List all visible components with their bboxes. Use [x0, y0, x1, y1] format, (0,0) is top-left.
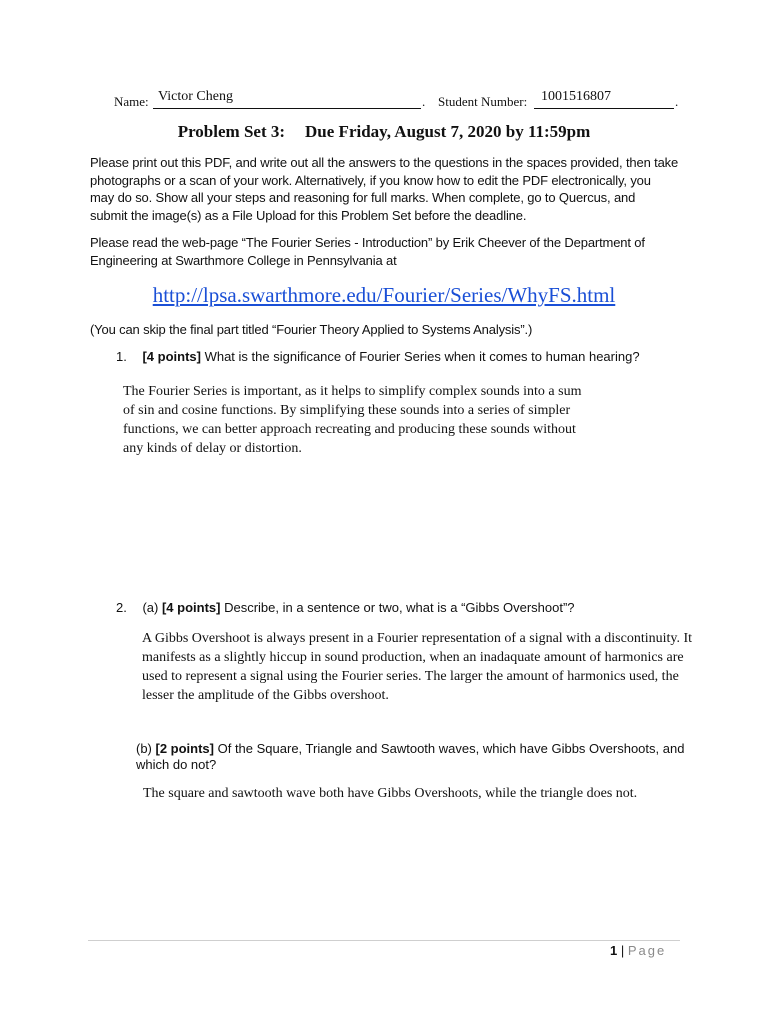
- answer-2a-line: lesser the amplitude of the Gibbs overshoot.: [142, 688, 389, 703]
- page-number: [610, 943, 666, 958]
- name-label: Name:: [114, 94, 149, 109]
- question-1-number: 1.: [116, 349, 127, 364]
- question-1-points: [4 points]: [142, 349, 201, 364]
- answer-1-line: of sin and cosine functions. By simplifying these sounds into a series of simpler: [123, 403, 571, 418]
- answer-2b: The square and sawtooth wave both have Gibbs Overshoots, while the triangle does not.: [143, 786, 638, 801]
- answer-2a-line: used to represent a signal using the Fourier series. The larger the amount of harmonics used, the: [142, 669, 679, 684]
- fourier-series-link[interactable]: http://lpsa.swarthmore.edu/Fourier/Series/WhyFS.html: [152, 283, 616, 307]
- skip-note: (You can skip the final part titled “Fourier Theory Applied to Systems Analysis”.): [90, 322, 533, 337]
- answer-1: [123, 382, 683, 458]
- instructions-line: submit the image(s) as a File Upload for this Problem Set before the deadline.: [90, 207, 527, 223]
- page-title: [0, 122, 768, 142]
- instructions-line: Please print out this PDF, and write out all the answers to the questions in the spaces provided, then take: [90, 155, 679, 170]
- instructions-line: may do so. Show all your steps and reasoning for full marks. When complete, go to Quercus, and: [90, 190, 636, 205]
- question-2a-points: [4 points]: [161, 600, 221, 615]
- reading-line: Please read the web-page “The Fourier Series - Introduction” by Erik Cheever of the Department of: [90, 235, 645, 250]
- footer-divider: [88, 940, 680, 941]
- title-due-date: Due Friday, August 7, 2020 by 11:59pm: [305, 122, 591, 141]
- question-2b-points: [2 points]: [155, 741, 214, 756]
- answer-1-line: functions, we can better approach recreating and producing these sounds without: [123, 422, 576, 437]
- name-value: Victor Cheng: [158, 89, 233, 104]
- question-2b: [136, 741, 716, 773]
- question-2b-text-line1: Of the Square, Triangle and Sawtooth waves, which have Gibbs Overshoots, and: [214, 741, 685, 756]
- question-2a: [116, 600, 716, 615]
- question-2b-text-line2: which do not?: [136, 757, 217, 772]
- answer-2a-line: manifests as a slightly hiccup in sound production, when an inadaquate amount of harmonics are: [142, 650, 684, 665]
- question-2a-text: Describe, in a sentence or two, what is a “Gibbs Overshoot”?: [220, 600, 575, 615]
- question-2b-part: (b): [136, 741, 156, 756]
- answer-1-line: any kinds of delay or distortion.: [123, 441, 302, 456]
- title-problem-set: Problem Set 3:: [177, 122, 286, 141]
- question-1-text: What is the significance of Fourier Series when it comes to human hearing?: [200, 349, 640, 364]
- reading-paragraph: [90, 234, 690, 269]
- student-number-label: Student Number:: [438, 94, 528, 109]
- question-2a-part: (a): [142, 600, 162, 615]
- name-field-end: .: [422, 94, 426, 109]
- page-number-value: 1: [610, 943, 618, 958]
- answer-2a-line: A Gibbs Overshoot is always present in a Fourier representation of a signal with a discontinuity. It: [142, 631, 693, 646]
- instructions-line: photographs or a scan of your work. Alternatively, if you know how to edit the PDF electronically, you: [90, 172, 651, 188]
- page-label: Page: [627, 943, 667, 958]
- student-number-value: 1001516807: [541, 89, 611, 104]
- answer-2a: [142, 629, 752, 705]
- page-number-separator: |: [617, 943, 628, 958]
- question-2-number: 2.: [116, 600, 127, 615]
- answer-1-line: The Fourier Series is important, as it helps to simplify complex sounds into a sum: [123, 384, 582, 399]
- instructions-paragraph: [90, 154, 690, 224]
- question-1: [116, 349, 696, 364]
- student-number-field-end: .: [675, 94, 679, 109]
- reading-line: Engineering at Swarthmore College in Pennsylvania at: [90, 252, 397, 268]
